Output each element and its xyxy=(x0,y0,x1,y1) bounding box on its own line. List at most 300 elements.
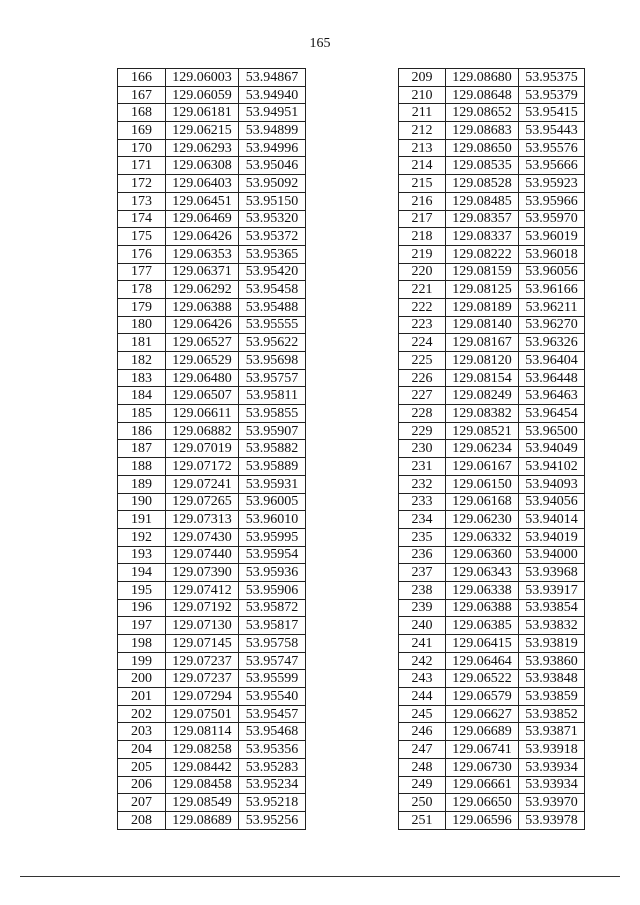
table-row xyxy=(118,192,306,210)
longitude-cell: 129.08382 xyxy=(446,405,519,423)
latitude-cell: 53.95698 xyxy=(239,352,306,370)
latitude-cell: 53.96500 xyxy=(519,422,585,440)
point-number-cell: 175 xyxy=(118,228,166,246)
latitude-cell: 53.96019 xyxy=(519,228,585,246)
point-number-cell: 244 xyxy=(399,688,446,706)
longitude-cell: 129.08689 xyxy=(166,811,239,829)
table-row xyxy=(118,69,306,87)
latitude-cell: 53.94019 xyxy=(519,528,585,546)
longitude-cell: 129.08650 xyxy=(446,139,519,157)
latitude-cell: 53.93819 xyxy=(519,635,585,653)
point-number-cell: 181 xyxy=(118,334,166,352)
point-number-cell: 236 xyxy=(399,546,446,564)
point-number-cell: 225 xyxy=(399,352,446,370)
latitude-cell: 53.93859 xyxy=(519,688,585,706)
longitude-cell: 129.07237 xyxy=(166,652,239,670)
point-number-cell: 218 xyxy=(399,228,446,246)
point-number-cell: 247 xyxy=(399,741,446,759)
table-row xyxy=(399,617,585,635)
latitude-cell: 53.94951 xyxy=(239,104,306,122)
point-number-cell: 206 xyxy=(118,776,166,794)
table-row xyxy=(118,175,306,193)
longitude-cell: 129.07172 xyxy=(166,458,239,476)
point-number-cell: 240 xyxy=(399,617,446,635)
table-row xyxy=(399,104,585,122)
latitude-cell: 53.94093 xyxy=(519,475,585,493)
longitude-cell: 129.06469 xyxy=(166,210,239,228)
longitude-cell: 129.06167 xyxy=(446,458,519,476)
table-row xyxy=(118,228,306,246)
table-row xyxy=(118,546,306,564)
point-number-cell: 234 xyxy=(399,511,446,529)
longitude-cell: 129.06371 xyxy=(166,263,239,281)
longitude-cell: 129.06689 xyxy=(446,723,519,741)
latitude-cell: 53.96211 xyxy=(519,298,585,316)
point-number-cell: 232 xyxy=(399,475,446,493)
point-number-cell: 168 xyxy=(118,104,166,122)
longitude-cell: 129.06741 xyxy=(446,741,519,759)
table-row xyxy=(118,122,306,140)
longitude-cell: 129.08258 xyxy=(166,741,239,759)
point-number-cell: 233 xyxy=(399,493,446,511)
point-number-cell: 188 xyxy=(118,458,166,476)
latitude-cell: 53.94000 xyxy=(519,546,585,564)
longitude-cell: 129.08189 xyxy=(446,298,519,316)
latitude-cell: 53.96166 xyxy=(519,281,585,299)
latitude-cell: 53.94940 xyxy=(239,86,306,104)
table-row xyxy=(118,617,306,635)
longitude-cell: 129.06507 xyxy=(166,387,239,405)
longitude-cell: 129.08683 xyxy=(446,122,519,140)
table-row xyxy=(399,122,585,140)
longitude-cell: 129.06332 xyxy=(446,528,519,546)
table-row xyxy=(399,422,585,440)
longitude-cell: 129.07430 xyxy=(166,528,239,546)
table-row xyxy=(118,352,306,370)
point-number-cell: 177 xyxy=(118,263,166,281)
point-number-cell: 248 xyxy=(399,758,446,776)
longitude-cell: 129.06480 xyxy=(166,369,239,387)
point-number-cell: 219 xyxy=(399,245,446,263)
latitude-cell: 53.93917 xyxy=(519,581,585,599)
point-number-cell: 230 xyxy=(399,440,446,458)
table-row xyxy=(399,528,585,546)
point-number-cell: 228 xyxy=(399,405,446,423)
latitude-cell: 53.93852 xyxy=(519,705,585,723)
longitude-cell: 129.06527 xyxy=(166,334,239,352)
latitude-cell: 53.95218 xyxy=(239,794,306,812)
table-row xyxy=(118,281,306,299)
table-row xyxy=(399,635,585,653)
latitude-cell: 53.95458 xyxy=(239,281,306,299)
point-number-cell: 167 xyxy=(118,86,166,104)
table-row xyxy=(399,564,585,582)
point-number-cell: 217 xyxy=(399,210,446,228)
latitude-cell: 53.95283 xyxy=(239,758,306,776)
table-row xyxy=(399,369,585,387)
coordinates-table-right xyxy=(398,68,585,830)
point-number-cell: 237 xyxy=(399,564,446,582)
point-number-cell: 178 xyxy=(118,281,166,299)
point-number-cell: 200 xyxy=(118,670,166,688)
longitude-cell: 129.08249 xyxy=(446,387,519,405)
longitude-cell: 129.08485 xyxy=(446,192,519,210)
table-row xyxy=(399,440,585,458)
table-row xyxy=(399,192,585,210)
latitude-cell: 53.94899 xyxy=(239,122,306,140)
point-number-cell: 223 xyxy=(399,316,446,334)
table-row xyxy=(118,104,306,122)
table-row xyxy=(118,493,306,511)
latitude-cell: 53.93934 xyxy=(519,776,585,794)
table-row xyxy=(118,298,306,316)
latitude-cell: 53.95365 xyxy=(239,245,306,263)
point-number-cell: 246 xyxy=(399,723,446,741)
longitude-cell: 129.07130 xyxy=(166,617,239,635)
point-number-cell: 192 xyxy=(118,528,166,546)
latitude-cell: 53.94996 xyxy=(239,139,306,157)
point-number-cell: 242 xyxy=(399,652,446,670)
longitude-cell: 129.06343 xyxy=(446,564,519,582)
point-number-cell: 179 xyxy=(118,298,166,316)
longitude-cell: 129.06426 xyxy=(166,316,239,334)
longitude-cell: 129.06403 xyxy=(166,175,239,193)
longitude-cell: 129.06611 xyxy=(166,405,239,423)
longitude-cell: 129.06230 xyxy=(446,511,519,529)
table-row xyxy=(118,157,306,175)
table-row xyxy=(118,245,306,263)
point-number-cell: 204 xyxy=(118,741,166,759)
latitude-cell: 53.93854 xyxy=(519,599,585,617)
table-row xyxy=(399,811,585,829)
latitude-cell: 53.96005 xyxy=(239,493,306,511)
longitude-cell: 129.06360 xyxy=(446,546,519,564)
point-number-cell: 180 xyxy=(118,316,166,334)
table-row xyxy=(399,581,585,599)
longitude-cell: 129.08114 xyxy=(166,723,239,741)
table-row xyxy=(399,405,585,423)
longitude-cell: 129.06882 xyxy=(166,422,239,440)
table-row xyxy=(399,298,585,316)
table-row xyxy=(399,776,585,794)
longitude-cell: 129.08159 xyxy=(446,263,519,281)
latitude-cell: 53.95150 xyxy=(239,192,306,210)
point-number-cell: 197 xyxy=(118,617,166,635)
longitude-cell: 129.06003 xyxy=(166,69,239,87)
latitude-cell: 53.95931 xyxy=(239,475,306,493)
longitude-cell: 129.06215 xyxy=(166,122,239,140)
longitude-cell: 129.07294 xyxy=(166,688,239,706)
point-number-cell: 213 xyxy=(399,139,446,157)
latitude-cell: 53.94014 xyxy=(519,511,585,529)
latitude-cell: 53.95256 xyxy=(239,811,306,829)
point-number-cell: 196 xyxy=(118,599,166,617)
longitude-cell: 129.07237 xyxy=(166,670,239,688)
table-row xyxy=(118,139,306,157)
latitude-cell: 53.95906 xyxy=(239,581,306,599)
longitude-cell: 129.06627 xyxy=(446,705,519,723)
point-number-cell: 241 xyxy=(399,635,446,653)
point-number-cell: 250 xyxy=(399,794,446,812)
point-number-cell: 184 xyxy=(118,387,166,405)
table-row xyxy=(399,352,585,370)
table-row xyxy=(399,281,585,299)
latitude-cell: 53.96326 xyxy=(519,334,585,352)
longitude-cell: 129.06579 xyxy=(446,688,519,706)
longitude-cell: 129.06150 xyxy=(446,475,519,493)
latitude-cell: 53.95420 xyxy=(239,263,306,281)
table-row xyxy=(118,705,306,723)
point-number-cell: 231 xyxy=(399,458,446,476)
table-row xyxy=(118,528,306,546)
table-row xyxy=(399,758,585,776)
table-row xyxy=(118,688,306,706)
longitude-cell: 129.06385 xyxy=(446,617,519,635)
table-row xyxy=(118,564,306,582)
table-row xyxy=(118,652,306,670)
table-row xyxy=(399,210,585,228)
table-row xyxy=(399,387,585,405)
point-number-cell: 205 xyxy=(118,758,166,776)
table-row xyxy=(118,475,306,493)
table-row xyxy=(118,599,306,617)
latitude-cell: 53.93860 xyxy=(519,652,585,670)
table-row xyxy=(399,688,585,706)
table-row xyxy=(399,705,585,723)
table-row xyxy=(118,670,306,688)
latitude-cell: 53.95811 xyxy=(239,387,306,405)
latitude-cell: 53.95320 xyxy=(239,210,306,228)
longitude-cell: 129.06650 xyxy=(446,794,519,812)
latitude-cell: 53.93968 xyxy=(519,564,585,582)
table-row xyxy=(399,741,585,759)
point-number-cell: 186 xyxy=(118,422,166,440)
latitude-cell: 53.95995 xyxy=(239,528,306,546)
point-number-cell: 191 xyxy=(118,511,166,529)
point-number-cell: 229 xyxy=(399,422,446,440)
table-row xyxy=(399,723,585,741)
point-number-cell: 239 xyxy=(399,599,446,617)
longitude-cell: 129.08535 xyxy=(446,157,519,175)
latitude-cell: 53.95966 xyxy=(519,192,585,210)
point-number-cell: 249 xyxy=(399,776,446,794)
latitude-cell: 53.95747 xyxy=(239,652,306,670)
point-number-cell: 238 xyxy=(399,581,446,599)
longitude-cell: 129.08120 xyxy=(446,352,519,370)
point-number-cell: 222 xyxy=(399,298,446,316)
longitude-cell: 129.06292 xyxy=(166,281,239,299)
latitude-cell: 53.95540 xyxy=(239,688,306,706)
latitude-cell: 53.94867 xyxy=(239,69,306,87)
table-row xyxy=(399,69,585,87)
table-row xyxy=(118,316,306,334)
point-number-cell: 212 xyxy=(399,122,446,140)
point-number-cell: 210 xyxy=(399,86,446,104)
table-row xyxy=(118,210,306,228)
point-number-cell: 203 xyxy=(118,723,166,741)
table-row xyxy=(399,652,585,670)
point-number-cell: 226 xyxy=(399,369,446,387)
latitude-cell: 53.95599 xyxy=(239,670,306,688)
longitude-cell: 129.06388 xyxy=(446,599,519,617)
longitude-cell: 129.06464 xyxy=(446,652,519,670)
longitude-cell: 129.07019 xyxy=(166,440,239,458)
table-row xyxy=(118,440,306,458)
latitude-cell: 53.96018 xyxy=(519,245,585,263)
coordinates-table-left xyxy=(117,68,306,830)
point-number-cell: 235 xyxy=(399,528,446,546)
latitude-cell: 53.95576 xyxy=(519,139,585,157)
point-number-cell: 195 xyxy=(118,581,166,599)
point-number-cell: 189 xyxy=(118,475,166,493)
latitude-cell: 53.95379 xyxy=(519,86,585,104)
longitude-cell: 129.07265 xyxy=(166,493,239,511)
table-row xyxy=(118,794,306,812)
latitude-cell: 53.93978 xyxy=(519,811,585,829)
point-number-cell: 182 xyxy=(118,352,166,370)
latitude-cell: 53.96448 xyxy=(519,369,585,387)
point-number-cell: 176 xyxy=(118,245,166,263)
latitude-cell: 53.95443 xyxy=(519,122,585,140)
latitude-cell: 53.95970 xyxy=(519,210,585,228)
latitude-cell: 53.95046 xyxy=(239,157,306,175)
longitude-cell: 129.08125 xyxy=(446,281,519,299)
table-row xyxy=(399,86,585,104)
longitude-cell: 129.07241 xyxy=(166,475,239,493)
latitude-cell: 53.95907 xyxy=(239,422,306,440)
point-number-cell: 207 xyxy=(118,794,166,812)
table-row xyxy=(118,263,306,281)
latitude-cell: 53.96270 xyxy=(519,316,585,334)
table-row xyxy=(399,546,585,564)
latitude-cell: 53.95356 xyxy=(239,741,306,759)
longitude-cell: 129.08154 xyxy=(446,369,519,387)
table-row xyxy=(118,422,306,440)
longitude-cell: 129.06661 xyxy=(446,776,519,794)
longitude-cell: 129.08521 xyxy=(446,422,519,440)
latitude-cell: 53.95882 xyxy=(239,440,306,458)
point-number-cell: 215 xyxy=(399,175,446,193)
latitude-cell: 53.93832 xyxy=(519,617,585,635)
latitude-cell: 53.96454 xyxy=(519,405,585,423)
latitude-cell: 53.93918 xyxy=(519,741,585,759)
longitude-cell: 129.06451 xyxy=(166,192,239,210)
point-number-cell: 187 xyxy=(118,440,166,458)
table-row xyxy=(118,635,306,653)
longitude-cell: 129.07192 xyxy=(166,599,239,617)
point-number-cell: 166 xyxy=(118,69,166,87)
longitude-cell: 129.08648 xyxy=(446,86,519,104)
longitude-cell: 129.08652 xyxy=(446,104,519,122)
latitude-cell: 53.93871 xyxy=(519,723,585,741)
point-number-cell: 245 xyxy=(399,705,446,723)
latitude-cell: 53.95415 xyxy=(519,104,585,122)
latitude-cell: 53.96404 xyxy=(519,352,585,370)
table-row xyxy=(399,157,585,175)
table-row xyxy=(399,794,585,812)
point-number-cell: 190 xyxy=(118,493,166,511)
longitude-cell: 129.08167 xyxy=(446,334,519,352)
latitude-cell: 53.96056 xyxy=(519,263,585,281)
longitude-cell: 129.06388 xyxy=(166,298,239,316)
point-number-cell: 251 xyxy=(399,811,446,829)
table-row xyxy=(399,316,585,334)
point-number-cell: 172 xyxy=(118,175,166,193)
table-row xyxy=(118,369,306,387)
table-row xyxy=(399,245,585,263)
latitude-cell: 53.94049 xyxy=(519,440,585,458)
latitude-cell: 53.95889 xyxy=(239,458,306,476)
latitude-cell: 53.95622 xyxy=(239,334,306,352)
table-row xyxy=(399,334,585,352)
latitude-cell: 53.96010 xyxy=(239,511,306,529)
point-number-cell: 211 xyxy=(399,104,446,122)
table-row xyxy=(118,405,306,423)
point-number-cell: 185 xyxy=(118,405,166,423)
latitude-cell: 53.95817 xyxy=(239,617,306,635)
table-row xyxy=(118,458,306,476)
point-number-cell: 183 xyxy=(118,369,166,387)
table-row xyxy=(399,139,585,157)
longitude-cell: 129.06529 xyxy=(166,352,239,370)
point-number-cell: 169 xyxy=(118,122,166,140)
latitude-cell: 53.95468 xyxy=(239,723,306,741)
longitude-cell: 129.06059 xyxy=(166,86,239,104)
longitude-cell: 129.08222 xyxy=(446,245,519,263)
table-row xyxy=(118,334,306,352)
point-number-cell: 243 xyxy=(399,670,446,688)
point-number-cell: 173 xyxy=(118,192,166,210)
footer-rule xyxy=(20,876,620,877)
point-number-cell: 209 xyxy=(399,69,446,87)
point-number-cell: 201 xyxy=(118,688,166,706)
table-row xyxy=(399,670,585,688)
longitude-cell: 129.08337 xyxy=(446,228,519,246)
point-number-cell: 199 xyxy=(118,652,166,670)
table-row xyxy=(118,86,306,104)
table-row xyxy=(118,811,306,829)
table-row xyxy=(118,723,306,741)
table-row xyxy=(118,387,306,405)
longitude-cell: 129.06415 xyxy=(446,635,519,653)
longitude-cell: 129.08140 xyxy=(446,316,519,334)
latitude-cell: 53.95757 xyxy=(239,369,306,387)
latitude-cell: 53.94056 xyxy=(519,493,585,511)
point-number-cell: 221 xyxy=(399,281,446,299)
latitude-cell: 53.95923 xyxy=(519,175,585,193)
table-row xyxy=(118,758,306,776)
table-row xyxy=(118,776,306,794)
table-row xyxy=(399,511,585,529)
latitude-cell: 53.96463 xyxy=(519,387,585,405)
longitude-cell: 129.06234 xyxy=(446,440,519,458)
table-row xyxy=(118,581,306,599)
longitude-cell: 129.06338 xyxy=(446,581,519,599)
latitude-cell: 53.95855 xyxy=(239,405,306,423)
page-number: 165 xyxy=(309,36,331,51)
latitude-cell: 53.95758 xyxy=(239,635,306,653)
latitude-cell: 53.95666 xyxy=(519,157,585,175)
table-row xyxy=(399,458,585,476)
longitude-cell: 129.06308 xyxy=(166,157,239,175)
longitude-cell: 129.06596 xyxy=(446,811,519,829)
longitude-cell: 129.07501 xyxy=(166,705,239,723)
latitude-cell: 53.95936 xyxy=(239,564,306,582)
longitude-cell: 129.06353 xyxy=(166,245,239,263)
point-number-cell: 198 xyxy=(118,635,166,653)
latitude-cell: 53.93970 xyxy=(519,794,585,812)
table-row xyxy=(118,741,306,759)
